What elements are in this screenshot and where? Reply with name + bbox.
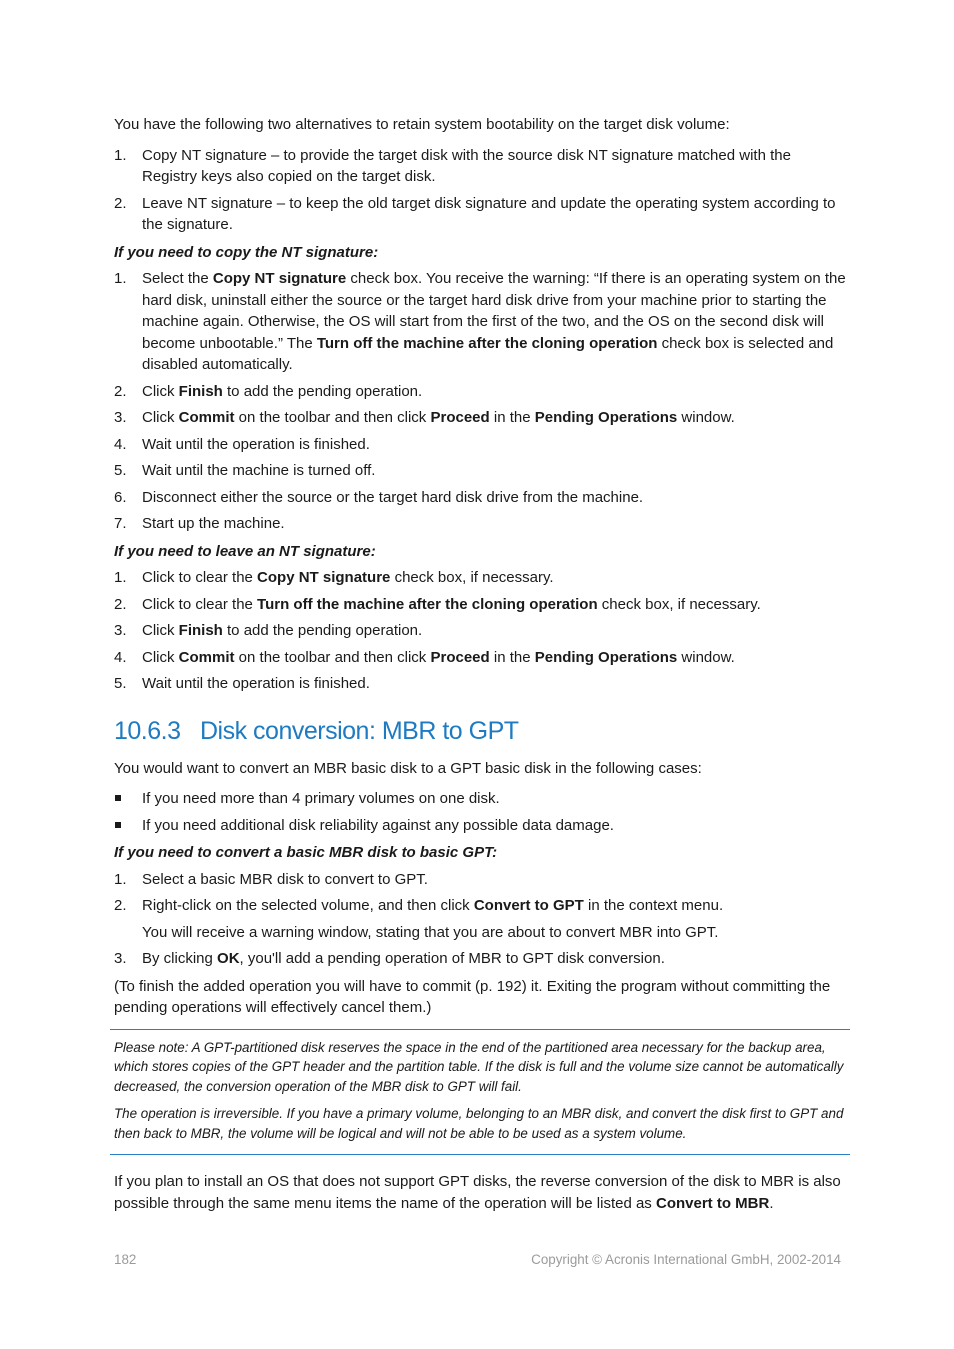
- leave-steps-list: [114, 567, 846, 695]
- ui-term: Copy NT signature: [257, 569, 391, 586]
- bullet-icon: [115, 822, 121, 828]
- list-item: [114, 513, 846, 535]
- item-text: Wait until the machine is turned off.: [142, 462, 376, 479]
- ui-term: Commit: [178, 409, 235, 426]
- note-text: The operation is irreversible. If you have a primary volume, belonging to an MBR disk, and convert the disk first to GPT and then back to MBR, the volume will be logical and will not be able to be used as a system volume.: [114, 1106, 844, 1141]
- item-number: 2.: [114, 897, 127, 914]
- list-item: 2. Right-click on the selected volume, and then click Convert to GPT in the context menu.: [114, 895, 846, 917]
- item-text: Wait until the operation is finished.: [142, 675, 370, 692]
- gpt-intro-paragraph: You would want to convert an MBR basic disk to a GPT basic disk in the following cases:: [114, 759, 702, 777]
- ui-term: OK: [217, 950, 240, 967]
- list-item: [114, 460, 846, 482]
- convert-heading: If you need to convert a basic MBR disk to basic GPT:: [114, 844, 498, 861]
- ui-term: Convert to GPT: [473, 897, 584, 914]
- list-item: 3. Click Commit on the toolbar and then click Proceed in the Pending Operations window.: [114, 407, 846, 429]
- item-number: 1.: [114, 870, 127, 888]
- copyright-text: Copyright © Acronis International GmbH, 2002-2014: [531, 1252, 841, 1267]
- item-text: If you need additional disk reliability against any possible data damage.: [142, 816, 614, 834]
- list-item: 4. Click Commit on the toolbar and then click Proceed in the Pending Operations window.: [114, 647, 846, 669]
- section-heading: [114, 716, 846, 746]
- step-note: You will receive a warning window, stating that you are about to convert MBR into GPT.: [142, 923, 719, 941]
- item-number: 4.: [114, 435, 127, 453]
- leave-signature-heading: If you need to leave an NT signature:: [114, 542, 376, 560]
- list-item: 2. Click Finish to add the pending operation.: [114, 381, 846, 403]
- item-number: 1.: [114, 270, 127, 287]
- ui-term: Turn off the machine after the cloning operation: [257, 595, 598, 613]
- item-number: 5.: [114, 675, 127, 692]
- ui-term: Pending Operations: [534, 409, 678, 426]
- item-text: Wait until the operation is finished.: [142, 435, 370, 453]
- note-text: Please note: A GPT-partitioned disk reserves the space in the end of the partitioned area necessary for the backup area, which stores copies of the GPT header and the partition table. If the disk is full and the volume size cannot be automatically decreased, the conversion operation of the MBR disk to GPT will fail.: [114, 1039, 844, 1094]
- list-item: [114, 788, 846, 810]
- item-text: Disconnect either the source or the target hard disk drive from the machine.: [142, 488, 644, 506]
- ui-term: Proceed: [430, 648, 490, 666]
- list-item: 1. Select the Copy NT signature check box. You receive the warning: “If there is an operating system on the hard disk, uninstall either the source or the target hard disk drive from your machine prior to starting the machine again. Otherwise, the OS will start from the first of the two, and the OS on the second disk will become unbootable.” The Turn off the machine after the cloning operation check box is selected and disabled automatically.: [114, 270, 846, 373]
- ui-term: Copy NT signature: [212, 270, 347, 287]
- document-page: [114, 114, 846, 1223]
- ui-term: Finish: [178, 382, 223, 400]
- item-number: 2.: [114, 194, 127, 212]
- item-number: 2.: [114, 382, 127, 400]
- ui-term: Proceed: [430, 409, 490, 426]
- ui-term: Commit: [178, 648, 235, 666]
- list-item: [114, 145, 846, 188]
- item-number: 2.: [114, 595, 127, 613]
- item-number: 6.: [114, 488, 127, 506]
- finish-note-paragraph: (To finish the added operation you will have to commit (p. 192) it. Exiting the program without committing the pending operations will effectively cancel them.): [114, 977, 831, 1016]
- list-item: 3. By clicking OK, you'll add a pending operation of MBR to GPT disk conversion.: [114, 948, 846, 970]
- list-item: [114, 434, 846, 456]
- copy-steps-list: [114, 268, 846, 535]
- page-number: 182: [114, 1252, 137, 1267]
- closing-paragraph: If you plan to install an OS that does not support GPT disks, the reverse conversion of the disk to MBR is also possible through the same menu items the name of the operation will be listed as Convert to MBR.: [114, 1173, 841, 1212]
- item-number: 7.: [114, 515, 127, 532]
- convert-steps-list: [114, 869, 846, 970]
- alternatives-list: [114, 145, 846, 236]
- ui-term: Finish: [178, 622, 223, 639]
- ui-term: Turn off the machine after the cloning operation: [316, 334, 658, 352]
- bullet-icon: [115, 795, 121, 801]
- item-text: Select a basic MBR disk to convert to GPT.: [142, 870, 428, 888]
- item-number: 5.: [114, 462, 127, 479]
- list-item: [114, 815, 846, 837]
- cases-list: [114, 788, 846, 836]
- copy-signature-heading: If you need to copy the NT signature:: [114, 243, 379, 261]
- list-item: 3. Click Finish to add the pending operation.: [114, 620, 846, 642]
- item-text: Copy NT signature – to provide the target disk with the source disk NT signature matched with the Registry keys also copied on the target disk.: [142, 146, 791, 185]
- item-text: Leave NT signature – to keep the old target disk signature and update the operating system according to the signature.: [142, 194, 836, 233]
- item-number: 1.: [114, 146, 127, 164]
- list-item: 1. Click to clear the Copy NT signature check box, if necessary.: [114, 567, 846, 589]
- ui-term: Pending Operations: [534, 648, 678, 666]
- item-number: 3.: [114, 622, 127, 639]
- list-item: [114, 673, 846, 695]
- list-item: [114, 193, 846, 236]
- item-number: 3.: [114, 950, 127, 967]
- ui-term: Convert to MBR: [655, 1194, 770, 1212]
- item-number: 4.: [114, 648, 127, 666]
- item-text: If you need more than 4 primary volumes on one disk.: [142, 790, 500, 807]
- section-title: Disk conversion: MBR to GPT: [200, 716, 519, 745]
- list-item: [114, 487, 846, 509]
- list-item: 2. Click to clear the Turn off the machine after the cloning operation check box, if necessary.: [114, 594, 846, 616]
- item-text: Start up the machine.: [142, 515, 285, 532]
- item-number: 1.: [114, 569, 127, 586]
- intro-paragraph: You have the following two alternatives to retain system bootability on the target disk volume:: [114, 116, 730, 133]
- section-number: 10.6.3: [114, 716, 181, 745]
- note-box: [110, 1029, 850, 1156]
- item-number: 3.: [114, 409, 127, 426]
- list-item: [114, 869, 846, 891]
